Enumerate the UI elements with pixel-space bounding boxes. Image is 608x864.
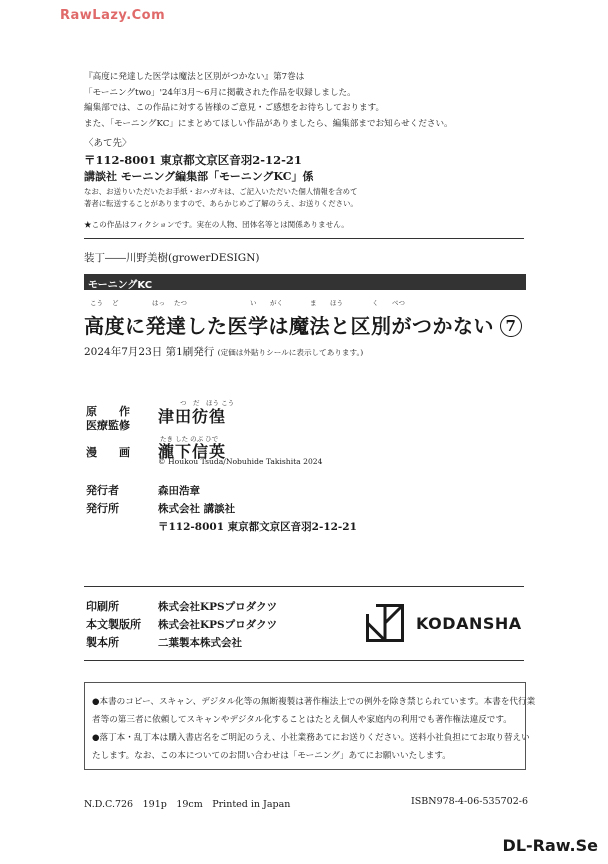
divider bbox=[84, 660, 524, 661]
supervisor-role: 医療監修 bbox=[86, 419, 130, 432]
title-furigana-3: たつ bbox=[174, 299, 187, 307]
title-furigana bbox=[90, 298, 490, 308]
address-postal: 〒112-8001 東京都文京区音羽2-12-21 bbox=[84, 153, 302, 167]
intro-line: また、「モーニングKC」にまとめてほしい作品がありましたら、編集部までお知らせください。 bbox=[84, 118, 453, 129]
publishing-house-label: 発行所 bbox=[86, 502, 119, 515]
artist-role: 漫 画 bbox=[86, 446, 130, 459]
divider bbox=[84, 586, 524, 587]
address-note-line: なお、お送りいただいたお手紙・おハガキは、ご記入いただいた個人情報を含めて bbox=[84, 187, 358, 196]
notice-line: ●落丁本・乱丁本は購入書店名をご明記のうえ、小社業務あてにお送りください。送料小社負担にてお取り替えい bbox=[92, 733, 530, 743]
text-printer-label: 本文製版所 bbox=[86, 618, 141, 631]
footer-isbn: ISBN978-4-06-535702-6 bbox=[411, 796, 528, 807]
copyright: © Houkou Tsuda/Nobuhide Takishita 2024 bbox=[158, 457, 323, 466]
footer-classification: N.D.C.726 191p 19cm Printed in Japan bbox=[84, 799, 291, 810]
address-heading: 〈あて先〉 bbox=[84, 138, 132, 149]
intro-line: 『高度に発達した医学は魔法と区別がつかない』第7巻は bbox=[84, 72, 305, 82]
printer-name: 株式会社KPSプロダクツ bbox=[158, 601, 278, 613]
artist-name: 瀧下信英 bbox=[158, 442, 227, 461]
imprint-label: モーニングKC bbox=[88, 280, 153, 291]
watermark-bottom: DL-Raw.Se bbox=[502, 836, 598, 855]
address-note-line: 著者に転送することがありますので、あらかじめご了解のうえ、お送りください。 bbox=[84, 199, 358, 208]
title-furigana-8: く bbox=[372, 299, 379, 307]
notice-line: 者等の第三者に依頼してスキャンやデジタル化することはたとえ個人や家庭内の利用でも著作権法違反です。 bbox=[92, 715, 512, 725]
title-furigana-1: ど bbox=[112, 299, 119, 307]
intro-line: 編集部では、この作品に対する皆様のご意見・ご感想をお待ちしております。 bbox=[84, 103, 385, 113]
publisher-name: 森田浩章 bbox=[158, 485, 200, 497]
title-furigana-9: べつ bbox=[392, 299, 405, 307]
price-note: (定価は外貼りシールに表示してあります。) bbox=[217, 348, 364, 357]
author-name: 津田彷徨 bbox=[158, 407, 227, 426]
binder-label: 製本所 bbox=[86, 636, 119, 649]
divider bbox=[84, 238, 524, 239]
title-furigana-7: ほう bbox=[330, 299, 343, 307]
book-title-text: 高度に発達した医学は魔法と区別がつかない bbox=[84, 314, 494, 338]
address-note bbox=[84, 186, 358, 210]
publication-date bbox=[84, 344, 363, 359]
title-furigana-6: ま bbox=[310, 299, 317, 307]
fiction-disclaimer: ★この作品はフィクションです。実在の人物、団体名等とは関係ありません。 bbox=[84, 220, 349, 229]
intro-paragraph bbox=[84, 70, 524, 132]
intro-line: 「モーニングtwo」'24年3月〜6月に掲載された作品を収録しました。 bbox=[84, 87, 356, 98]
notice-line: ●本書のコピー、スキャン、デジタル化等の無断複製は著作権法上での例外を除き禁じられています。本書を代行業 bbox=[92, 697, 536, 707]
publisher-label: 発行者 bbox=[86, 484, 119, 497]
notice-line: たします。なお、この本についてのお問い合わせは「モーニング」あてにお願いいたします。 bbox=[92, 751, 451, 761]
kodansha-logo-icon bbox=[366, 604, 404, 642]
volume-number: 7 bbox=[500, 315, 522, 337]
text-printer-name: 株式会社KPSプロダクツ bbox=[158, 619, 278, 631]
binder-name: 二葉製本株式会社 bbox=[158, 637, 242, 649]
title-furigana-4: い bbox=[250, 299, 257, 307]
artist-furigana: たき した のぶ ひで bbox=[160, 435, 219, 443]
watermark-top: RawLazy.Com bbox=[60, 8, 166, 23]
address-department: 講談社 モーニング編集部「モーニングKC」係 bbox=[84, 170, 314, 183]
publication-date-text: 2024年7月23日 第1刷発行 bbox=[84, 346, 215, 358]
author-furigana: つ だ ほう こう bbox=[180, 399, 235, 407]
design-credit: 装丁――川野美樹(growerDESIGN) bbox=[84, 252, 260, 264]
title-furigana-0: こう bbox=[90, 299, 103, 307]
title-furigana-2: はっ bbox=[152, 299, 165, 307]
kodansha-logo-text: KODANSHA bbox=[416, 614, 522, 633]
publishing-house-address: 〒112-8001 東京都文京区音羽2-12-21 bbox=[158, 521, 357, 533]
book-title bbox=[84, 310, 522, 339]
publishing-house-name: 株式会社 講談社 bbox=[158, 503, 236, 515]
notice-text bbox=[92, 693, 536, 765]
printer-label: 印刷所 bbox=[86, 600, 119, 613]
author-role: 原 作 bbox=[86, 405, 130, 418]
title-furigana-5: がく bbox=[270, 299, 283, 307]
